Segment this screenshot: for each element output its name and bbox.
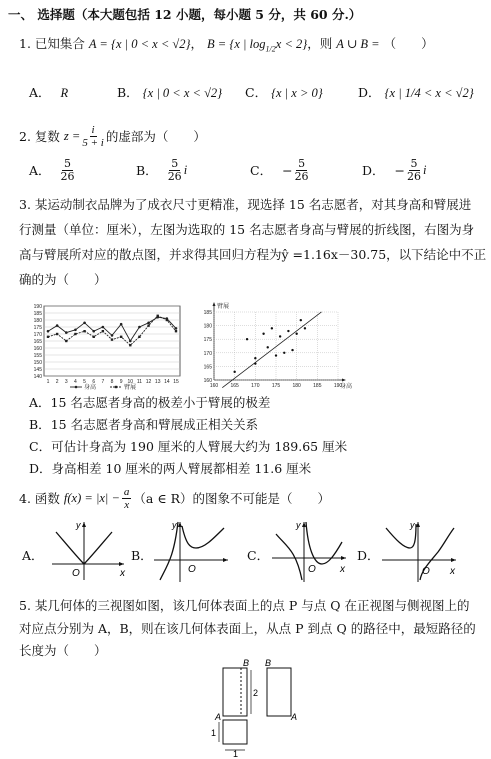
- data-point: [166, 319, 168, 321]
- y-tick-label: 180: [33, 318, 42, 324]
- q4-denominator: x: [124, 499, 130, 511]
- scatter-point: [304, 327, 306, 329]
- option-label: B．: [117, 85, 139, 100]
- legend-label-1: 身高: [84, 385, 97, 391]
- fraction-num: 5: [410, 157, 418, 170]
- option-sign: −: [394, 163, 406, 178]
- q3-option-c[interactable]: [29, 438, 347, 455]
- x-tick-label: 8: [110, 379, 114, 385]
- x-tick-label: 6: [92, 379, 96, 385]
- y-tick-label: 185: [33, 311, 42, 317]
- q1-then: ，则: [307, 36, 333, 51]
- x-tick-label: 7: [101, 379, 105, 385]
- fraction-num: 5: [298, 157, 306, 170]
- q4-option-d-label[interactable]: D．: [357, 548, 380, 563]
- option-text: {x | x > 0}: [271, 86, 323, 100]
- data-point: [175, 330, 177, 332]
- option-label: D．: [362, 163, 385, 178]
- q3-line-3: 高与臂展所对应的散点图，并求得其回归方程为ŷ =1.16x－30.75，以下结论中不正: [19, 247, 487, 262]
- option-label: C．: [250, 163, 273, 178]
- scatter-point: [283, 352, 285, 354]
- scatter-point: [267, 346, 269, 348]
- x-axis-label: x: [120, 568, 125, 579]
- fraction-den: 26: [60, 170, 75, 183]
- q4-stem: [19, 486, 330, 511]
- data-point: [120, 336, 122, 338]
- data-point: [129, 340, 132, 343]
- data-point: [56, 333, 58, 335]
- data-point: [147, 324, 149, 326]
- y-tick-label: 165: [33, 339, 42, 345]
- x-tick-label: 9: [119, 379, 123, 385]
- q3-line-2: 行测量（单位：厘米），左图为选取的 15 名志愿者身高与臂展的折线图，右图为身: [19, 222, 475, 237]
- section-title: 一、 选择题（本大题包括 12 小题，每小题 5 分，共 60 分.）: [8, 7, 362, 22]
- q1-set-b-tail: x < 2}: [275, 37, 308, 51]
- q1-option-d[interactable]: [358, 84, 474, 102]
- option-text: R: [60, 86, 69, 100]
- y-tick-label: 175: [203, 337, 212, 344]
- scatter-point: [233, 371, 235, 373]
- x-tick-label: 12: [145, 379, 152, 385]
- y-tick-label: 185: [203, 310, 212, 316]
- option-label: D．: [358, 85, 381, 100]
- dimension-1-horizontal: 1: [233, 749, 239, 759]
- y-tick-label: 140: [33, 374, 42, 380]
- q3-option-a[interactable]: [29, 394, 270, 411]
- q4-condition: （a ∈ R）: [133, 491, 193, 506]
- x-tick-label: 14: [164, 379, 170, 385]
- q1-option-a[interactable]: [29, 84, 68, 102]
- option-text: 可估计身高为 190 厘米的人臂展大约为 189.65 厘米: [51, 439, 348, 454]
- x-tick-label: 190: [333, 383, 343, 389]
- scatter-point: [262, 333, 264, 335]
- q5-line-3: 长度为（ ）: [19, 643, 107, 658]
- x-tick-label: 185: [313, 383, 322, 389]
- origin-label: O: [188, 564, 196, 575]
- option-fraction: [295, 158, 309, 183]
- q1-option-c[interactable]: [245, 84, 323, 102]
- fraction-den: 26: [294, 170, 309, 183]
- y-axis-label: y: [410, 520, 415, 530]
- option-label: B．: [29, 417, 51, 432]
- data-point: [138, 326, 141, 329]
- x-tick-label: 3: [64, 379, 68, 385]
- q2-option-d[interactable]: [362, 158, 427, 183]
- x-tick-label: 1: [46, 379, 50, 385]
- data-point: [93, 336, 95, 338]
- option-text: {x | 1/4 < x < √2}: [384, 86, 474, 100]
- q4-graph-c[interactable]: [268, 518, 350, 584]
- scatter-point: [254, 357, 256, 359]
- fraction-den: 26: [407, 170, 422, 183]
- x-tick-label: 10: [127, 379, 134, 385]
- dimension-1-vertical: 1: [211, 728, 217, 738]
- q2-denominator: 5 + i: [82, 137, 104, 149]
- y-tick-label: 150: [33, 360, 42, 366]
- y-tick-label: 170: [203, 350, 212, 357]
- data-point: [83, 322, 86, 325]
- point-a-side: A: [291, 712, 298, 722]
- option-text: 15 名志愿者身高的极差小于臂展的极差: [50, 395, 271, 410]
- data-point: [102, 330, 104, 332]
- q4-option-c-label[interactable]: C．: [247, 548, 270, 563]
- origin-label: O: [72, 568, 80, 579]
- origin-label: O: [422, 566, 430, 577]
- y-axis-label: y: [296, 520, 301, 530]
- option-label: A．: [29, 85, 51, 100]
- q3-line-chart: [26, 300, 186, 392]
- option-label: A．: [29, 163, 51, 178]
- regression-line: [222, 312, 321, 388]
- q2-stem-prefix: 2. 复数: [19, 129, 60, 144]
- y-axis-label: y: [172, 520, 177, 530]
- q4-graph-a[interactable]: [48, 518, 128, 582]
- option-label: D．: [29, 461, 52, 476]
- data-point: [157, 315, 159, 317]
- x-tick-label: 165: [230, 383, 239, 389]
- x-tick-label: 180: [292, 383, 301, 389]
- y-tick-label: 190: [33, 304, 42, 310]
- option-text: {x | 0 < x < √2}: [142, 86, 223, 100]
- q1-set-b: [207, 37, 308, 54]
- q1-option-b[interactable]: [117, 84, 222, 102]
- x-tick-label: 160: [209, 383, 219, 389]
- q3-line-4: 确的为（ ）: [19, 272, 107, 287]
- scatter-point: [295, 333, 297, 335]
- option-text: 身高相差 10 厘米的两人臂展都相差 11.6 厘米: [51, 461, 312, 476]
- data-point: [47, 330, 50, 333]
- y-tick-label: 180: [203, 323, 212, 330]
- q1-stem: [19, 35, 434, 58]
- y-tick-label: 155: [33, 353, 42, 359]
- q1-set-a: A = {x | 0 < x < √2}: [88, 37, 191, 51]
- option-label: B．: [136, 163, 158, 178]
- data-point: [83, 330, 85, 332]
- q3-line-1: 3. 某运动制衣品牌为了成衣尺寸更精准，现选择 15 名志愿者，对其身高和臂展进: [19, 197, 472, 212]
- point-a-front: A: [215, 712, 222, 722]
- legend-marker-1: [75, 386, 78, 389]
- q4-stem-suffix: 的图象不可能是（ ）: [192, 491, 331, 506]
- q2-option-a[interactable]: [29, 158, 77, 183]
- option-text: 15 名志愿者身高和臂展成正相关关系: [50, 417, 259, 432]
- q1-union: A ∪ B =: [336, 37, 380, 51]
- data-point: [175, 327, 178, 330]
- q2-option-b[interactable]: [136, 158, 187, 183]
- y-tick-label: 165: [203, 364, 212, 371]
- q2-z-label: z =: [63, 129, 81, 143]
- y-tick-label: 160: [203, 378, 212, 384]
- scatter-point: [275, 354, 277, 356]
- x-axis-label: 身高: [340, 384, 353, 390]
- data-point: [102, 326, 105, 329]
- option-label: C．: [245, 85, 268, 100]
- q1-log-base: 1/2: [265, 44, 276, 54]
- fraction-den: 26: [167, 170, 182, 183]
- x-tick-label: 2: [55, 379, 59, 385]
- fraction-suffix: i: [423, 163, 427, 177]
- x-tick-label: 170: [251, 383, 260, 389]
- x-axis-label: x: [340, 564, 345, 575]
- data-point: [138, 336, 140, 338]
- q4-option-a-label[interactable]: A．: [22, 548, 44, 563]
- q4-option-b-label[interactable]: B．: [131, 548, 153, 563]
- y-axis-label: 臂展: [217, 304, 230, 310]
- q5-line-1: 5. 某几何体的三视图如图，该几何体表面上的点 P 与点 Q 在正视图与侧视图上的: [19, 598, 470, 613]
- x-tick-label: 4: [74, 379, 77, 385]
- option-label: A．: [29, 395, 51, 410]
- scatter-point: [254, 362, 256, 364]
- q5-three-view-figure: [205, 658, 305, 758]
- fraction-num: 5: [171, 157, 179, 170]
- x-tick-label: 175: [271, 383, 281, 389]
- q3-option-b[interactable]: [29, 416, 258, 433]
- q2-stem: [19, 124, 206, 149]
- q4-graph-d[interactable]: [378, 518, 460, 584]
- data-point: [74, 329, 77, 332]
- q4-numerator: a: [123, 486, 130, 498]
- q3-option-d[interactable]: [29, 460, 311, 477]
- option-fraction: [407, 158, 421, 183]
- option-fraction: [61, 158, 75, 183]
- scatter-point: [271, 327, 273, 329]
- q2-stem-suffix: 的虚部为（ ）: [105, 129, 206, 144]
- data-point: [74, 333, 76, 335]
- point-b-side: B: [265, 658, 272, 668]
- q2-option-c[interactable]: [250, 158, 311, 183]
- q5-line-2: 对应点分别为 A，B，则在该几何体表面上，从点 P 到点 Q 的路径中，最短路径的: [19, 621, 476, 636]
- scatter-point: [279, 335, 281, 337]
- series-line-1: [48, 317, 176, 341]
- q4-function: f(x) = |x| −: [63, 491, 120, 505]
- q4-stem-prefix: 4. 函数: [19, 491, 60, 506]
- data-point: [65, 340, 67, 342]
- fraction-num: 5: [64, 157, 72, 170]
- y-tick-label: 170: [33, 332, 42, 338]
- q2-fraction: [82, 124, 103, 149]
- x-axis-label: x: [450, 566, 455, 577]
- q1-comma: ，: [190, 36, 204, 51]
- legend-marker-2: [115, 386, 117, 388]
- scatter-point: [287, 330, 289, 332]
- x-tick-label: 11: [136, 379, 143, 385]
- option-sign: −: [282, 163, 293, 178]
- q1-blank: （ ）: [383, 36, 434, 51]
- data-point: [65, 331, 68, 334]
- q1-set-b-head: B = {x | log: [207, 37, 266, 51]
- legend-label-2: 臂展: [124, 385, 137, 391]
- x-axis-arrow: [342, 379, 346, 382]
- y-tick-label: 175: [33, 325, 42, 331]
- option-fraction: [168, 158, 182, 183]
- fraction-suffix: i: [183, 163, 188, 177]
- q2-numerator: i: [91, 124, 95, 136]
- q3-scatter-chart: [198, 300, 353, 392]
- y-axis-label: y: [76, 520, 81, 530]
- option-label: C．: [29, 439, 52, 454]
- x-tick-label: 5: [83, 379, 86, 385]
- point-b-front: B: [243, 658, 250, 668]
- y-tick-label: 160: [33, 346, 42, 352]
- x-tick-label: 13: [154, 379, 161, 385]
- data-point: [111, 338, 113, 340]
- data-point: [111, 334, 114, 337]
- y-tick-label: 145: [33, 367, 42, 373]
- dimension-2: 2: [253, 688, 259, 698]
- data-point: [120, 323, 123, 326]
- data-point: [92, 330, 95, 333]
- q1-stem-prefix: 1. 已知集合: [19, 36, 85, 51]
- data-point: [129, 344, 131, 346]
- scatter-point: [300, 319, 302, 321]
- data-point: [147, 322, 150, 325]
- scatter-point: [246, 338, 248, 340]
- origin-label: O: [308, 564, 316, 575]
- y-axis-arrow: [213, 302, 216, 306]
- x-tick-label: 15: [173, 379, 179, 385]
- data-point: [47, 336, 49, 338]
- data-point: [56, 324, 59, 327]
- q4-graph-b[interactable]: [150, 518, 232, 584]
- q4-fraction: [122, 486, 132, 511]
- scatter-point: [291, 349, 293, 351]
